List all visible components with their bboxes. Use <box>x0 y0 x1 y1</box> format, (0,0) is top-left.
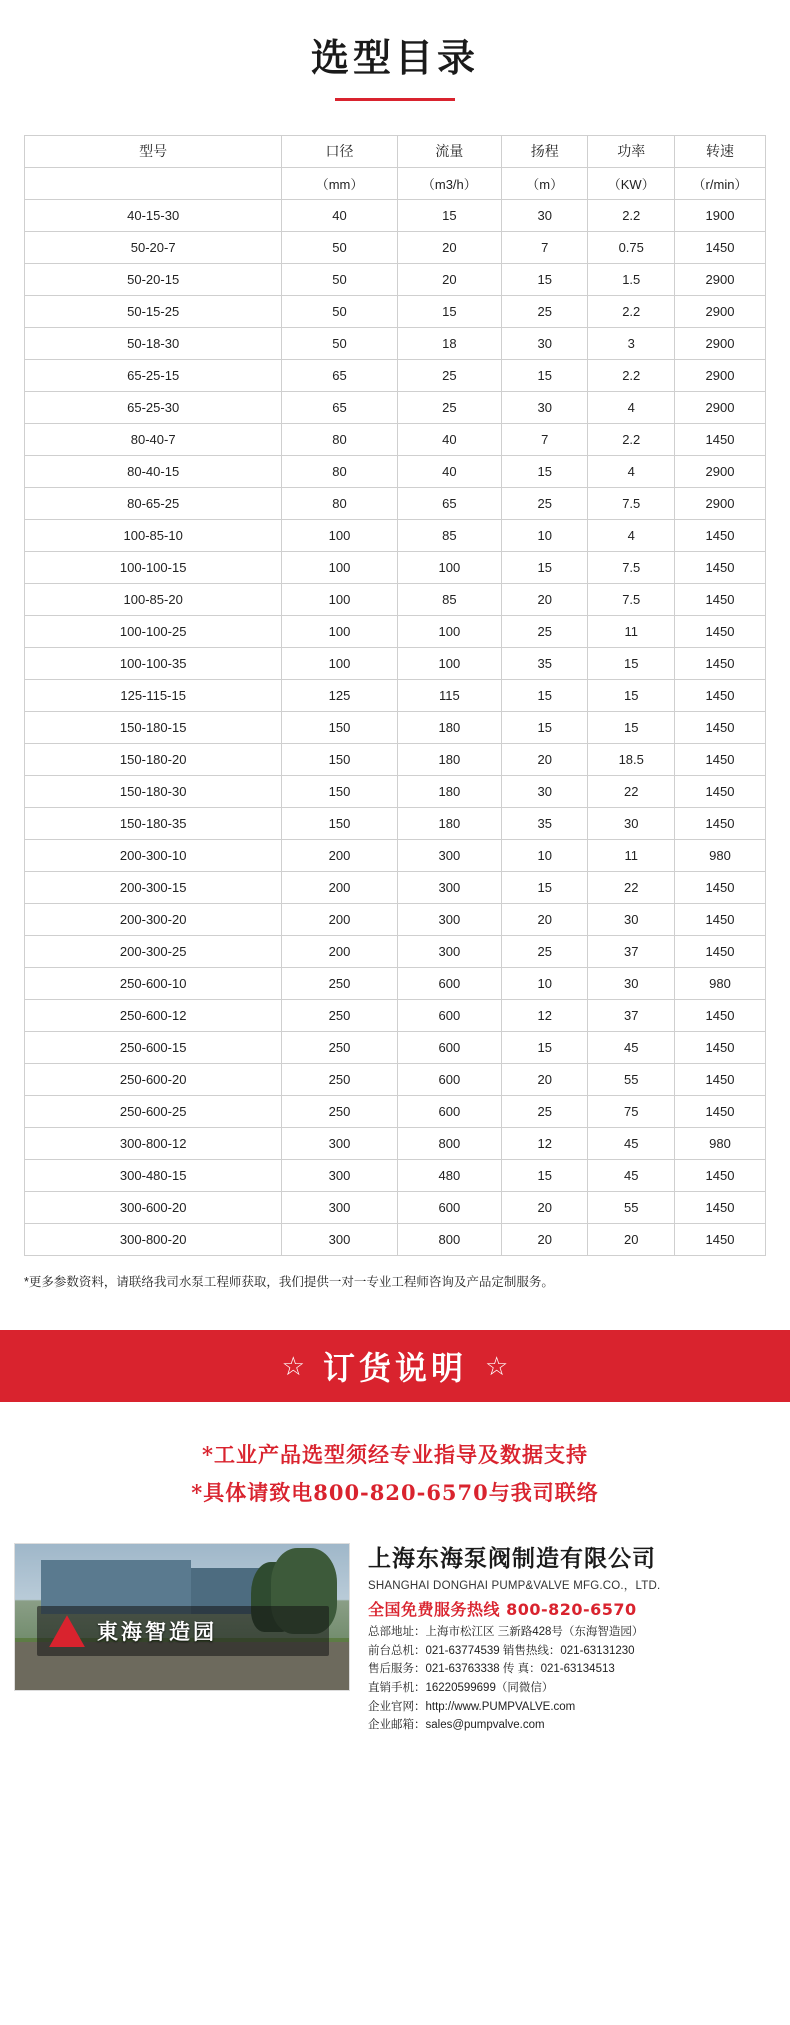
cell-speed: 1450 <box>675 999 766 1031</box>
cell-head: 30 <box>501 391 588 423</box>
cell-head: 10 <box>501 839 588 871</box>
cell-model: 150-180-15 <box>25 711 282 743</box>
cell-power: 4 <box>588 455 675 487</box>
cell-speed: 2900 <box>675 391 766 423</box>
table-row <box>25 583 766 615</box>
table-row <box>25 327 766 359</box>
cell-flow: 65 <box>397 487 501 519</box>
cell-power: 15 <box>588 711 675 743</box>
cell-bore: 50 <box>282 263 397 295</box>
cell-head: 30 <box>501 775 588 807</box>
unit-speed: （r/min） <box>675 167 766 199</box>
col-header-speed: 转速 <box>675 135 766 167</box>
cell-power: 1.5 <box>588 263 675 295</box>
cell-speed: 980 <box>675 967 766 999</box>
cell-power: 4 <box>588 519 675 551</box>
unit-head: （m） <box>501 167 588 199</box>
table-row <box>25 743 766 775</box>
cell-head: 15 <box>501 1159 588 1191</box>
order-note-line-2: *具体请致电800-820-6570与我司联络 <box>191 1480 599 1506</box>
cell-bore: 300 <box>282 1159 397 1191</box>
cell-speed: 1900 <box>675 199 766 231</box>
cell-bore: 100 <box>282 583 397 615</box>
cell-speed: 1450 <box>675 711 766 743</box>
cell-bore: 300 <box>282 1127 397 1159</box>
cell-model: 100-85-10 <box>25 519 282 551</box>
cell-head: 20 <box>501 743 588 775</box>
cell-speed: 1450 <box>675 519 766 551</box>
cell-model: 100-100-15 <box>25 551 282 583</box>
cell-flow: 25 <box>397 391 501 423</box>
cell-model: 250-600-12 <box>25 999 282 1031</box>
cell-bore: 100 <box>282 551 397 583</box>
cell-flow: 180 <box>397 775 501 807</box>
cell-model: 200-300-10 <box>25 839 282 871</box>
cell-flow: 20 <box>397 231 501 263</box>
cell-power: 11 <box>588 615 675 647</box>
cell-head: 15 <box>501 1031 588 1063</box>
cell-speed: 1450 <box>675 743 766 775</box>
cell-speed: 1450 <box>675 679 766 711</box>
cell-flow: 180 <box>397 743 501 775</box>
table-row <box>25 1095 766 1127</box>
title-underline <box>335 98 455 101</box>
cell-speed: 1450 <box>675 903 766 935</box>
cell-head: 15 <box>501 263 588 295</box>
table-unit-row <box>25 167 766 199</box>
cell-speed: 1450 <box>675 935 766 967</box>
cell-flow: 480 <box>397 1159 501 1191</box>
page-title: 选型目录 <box>310 36 479 80</box>
cell-head: 15 <box>501 871 588 903</box>
cell-speed: 1450 <box>675 1095 766 1127</box>
cell-bore: 50 <box>282 327 397 359</box>
table-row <box>25 231 766 263</box>
contact-line: 直销手机：16220599699（同微信） <box>368 1681 554 1694</box>
contact-line: 企业官网：http://www.PUMPVALVE.com <box>368 1700 576 1713</box>
cell-model: 125-115-15 <box>25 679 282 711</box>
company-name-en: SHANGHAI DONGHAI PUMP&VALVE MFG.CO.，LTD. <box>368 1580 661 1593</box>
cell-bore: 150 <box>282 711 397 743</box>
cell-power: 2.2 <box>588 295 675 327</box>
cell-head: 25 <box>501 1095 588 1127</box>
cell-flow: 18 <box>397 327 501 359</box>
contact-line: 售后服务：021-63763338 传 真：021-63134513 <box>368 1663 615 1676</box>
cell-speed: 2900 <box>675 359 766 391</box>
cell-bore: 200 <box>282 839 397 871</box>
cell-flow: 600 <box>397 967 501 999</box>
table-row <box>25 391 766 423</box>
cell-model: 80-40-7 <box>25 423 282 455</box>
cell-bore: 250 <box>282 999 397 1031</box>
cell-speed: 2900 <box>675 455 766 487</box>
cell-model: 250-600-10 <box>25 967 282 999</box>
cell-power: 20 <box>588 1223 675 1255</box>
cell-model: 250-600-15 <box>25 1031 282 1063</box>
cell-model: 50-20-7 <box>25 231 282 263</box>
cell-power: 15 <box>588 679 675 711</box>
cell-power: 37 <box>588 999 675 1031</box>
cell-head: 20 <box>501 903 588 935</box>
cell-flow: 100 <box>397 615 501 647</box>
cell-model: 300-480-15 <box>25 1159 282 1191</box>
star-right-icon: ☆ <box>485 1350 509 1381</box>
cell-head: 20 <box>501 1063 588 1095</box>
cell-model: 65-25-15 <box>25 359 282 391</box>
cell-power: 0.75 <box>588 231 675 263</box>
cell-bore: 150 <box>282 775 397 807</box>
cell-head: 12 <box>501 999 588 1031</box>
table-row <box>25 487 766 519</box>
footer <box>0 1543 790 1732</box>
cell-flow: 85 <box>397 519 501 551</box>
cell-speed: 2900 <box>675 295 766 327</box>
table-row <box>25 615 766 647</box>
table-note: *更多参数资料，请联络我司水泵工程师获取，我们提供一对一专业工程师咨询及产品定制服务。 <box>24 1274 554 1289</box>
cell-bore: 40 <box>282 199 397 231</box>
table-row <box>25 1191 766 1223</box>
table-row <box>25 359 766 391</box>
cell-head: 7 <box>501 231 588 263</box>
cell-head: 15 <box>501 455 588 487</box>
cell-power: 2.2 <box>588 199 675 231</box>
cell-power: 22 <box>588 775 675 807</box>
cell-power: 30 <box>588 807 675 839</box>
cell-bore: 65 <box>282 359 397 391</box>
cell-model: 150-180-20 <box>25 743 282 775</box>
cell-head: 35 <box>501 647 588 679</box>
table-row <box>25 199 766 231</box>
cell-head: 10 <box>501 967 588 999</box>
table-row <box>25 775 766 807</box>
cell-head: 20 <box>501 1223 588 1255</box>
cell-model: 50-15-25 <box>25 295 282 327</box>
cell-flow: 600 <box>397 1063 501 1095</box>
cell-flow: 600 <box>397 1031 501 1063</box>
cell-model: 80-65-25 <box>25 487 282 519</box>
cell-flow: 300 <box>397 903 501 935</box>
cell-speed: 1450 <box>675 1063 766 1095</box>
table-row <box>25 711 766 743</box>
cell-bore: 100 <box>282 647 397 679</box>
table-header-row <box>25 135 766 167</box>
cell-flow: 600 <box>397 999 501 1031</box>
cell-bore: 80 <box>282 487 397 519</box>
cell-speed: 2900 <box>675 327 766 359</box>
cell-speed: 1450 <box>675 1223 766 1255</box>
cell-model: 80-40-15 <box>25 455 282 487</box>
title-block <box>0 0 790 101</box>
cell-flow: 15 <box>397 295 501 327</box>
unit-bore: （mm） <box>282 167 397 199</box>
cell-flow: 115 <box>397 679 501 711</box>
cell-head: 12 <box>501 1127 588 1159</box>
spec-table <box>24 135 766 1256</box>
cell-bore: 50 <box>282 295 397 327</box>
cell-bore: 300 <box>282 1223 397 1255</box>
cell-power: 3 <box>588 327 675 359</box>
order-notes <box>0 1436 790 1514</box>
cell-speed: 1450 <box>675 1191 766 1223</box>
cell-model: 50-20-15 <box>25 263 282 295</box>
cell-bore: 200 <box>282 935 397 967</box>
cell-head: 15 <box>501 359 588 391</box>
cell-flow: 100 <box>397 647 501 679</box>
company-info <box>350 1543 790 1732</box>
star-left-icon: ☆ <box>281 1350 305 1381</box>
cell-flow: 180 <box>397 711 501 743</box>
table-row <box>25 263 766 295</box>
cell-model: 100-100-25 <box>25 615 282 647</box>
cell-flow: 15 <box>397 199 501 231</box>
cell-speed: 1450 <box>675 231 766 263</box>
service-hotline: 全国免费服务热线 800-820-6570 <box>368 1600 637 1620</box>
unit-power: （KW） <box>588 167 675 199</box>
cell-head: 25 <box>501 615 588 647</box>
cell-head: 15 <box>501 551 588 583</box>
order-banner <box>0 1330 790 1402</box>
cell-speed: 1450 <box>675 583 766 615</box>
cell-bore: 80 <box>282 455 397 487</box>
cell-speed: 1450 <box>675 615 766 647</box>
cell-power: 7.5 <box>588 487 675 519</box>
table-row <box>25 903 766 935</box>
table-row <box>25 551 766 583</box>
cell-model: 150-180-30 <box>25 775 282 807</box>
cell-speed: 980 <box>675 1127 766 1159</box>
table-row <box>25 647 766 679</box>
spec-table-body <box>25 199 766 1255</box>
cell-flow: 180 <box>397 807 501 839</box>
order-banner-title: 订货说明 <box>322 1348 467 1387</box>
cell-speed: 1450 <box>675 1159 766 1191</box>
cell-head: 10 <box>501 519 588 551</box>
cell-bore: 250 <box>282 1063 397 1095</box>
cell-model: 200-300-15 <box>25 871 282 903</box>
cell-bore: 150 <box>282 807 397 839</box>
cell-speed: 1450 <box>675 423 766 455</box>
cell-flow: 300 <box>397 935 501 967</box>
cell-bore: 65 <box>282 391 397 423</box>
cell-head: 25 <box>501 487 588 519</box>
table-row <box>25 871 766 903</box>
cell-speed: 1450 <box>675 775 766 807</box>
cell-speed: 1450 <box>675 807 766 839</box>
cell-bore: 100 <box>282 615 397 647</box>
cell-power: 11 <box>588 839 675 871</box>
table-row <box>25 1127 766 1159</box>
cell-speed: 1450 <box>675 647 766 679</box>
cell-flow: 600 <box>397 1095 501 1127</box>
cell-power: 2.2 <box>588 359 675 391</box>
contact-line: 企业邮箱：sales@pumpvalve.com <box>368 1719 545 1732</box>
cell-bore: 200 <box>282 871 397 903</box>
cell-speed: 1450 <box>675 1031 766 1063</box>
cell-model: 100-100-35 <box>25 647 282 679</box>
cell-speed: 1450 <box>675 871 766 903</box>
col-header-flow: 流量 <box>397 135 501 167</box>
cell-speed: 1450 <box>675 551 766 583</box>
cell-power: 7.5 <box>588 551 675 583</box>
cell-flow: 100 <box>397 551 501 583</box>
cell-speed: 980 <box>675 839 766 871</box>
cell-bore: 250 <box>282 967 397 999</box>
cell-bore: 250 <box>282 1095 397 1127</box>
cell-head: 25 <box>501 935 588 967</box>
cell-flow: 20 <box>397 263 501 295</box>
cell-model: 65-25-30 <box>25 391 282 423</box>
unit-model <box>25 167 282 199</box>
cell-power: 15 <box>588 647 675 679</box>
order-banner-inner <box>282 1343 509 1389</box>
cell-head: 30 <box>501 327 588 359</box>
contact-line: 前台总机：021-63774539 销售热线：021-63131230 <box>368 1644 635 1657</box>
col-header-model: 型号 <box>25 135 282 167</box>
cell-flow: 85 <box>397 583 501 615</box>
cell-flow: 300 <box>397 839 501 871</box>
cell-bore: 125 <box>282 679 397 711</box>
cell-power: 45 <box>588 1159 675 1191</box>
table-row <box>25 839 766 871</box>
cell-flow: 40 <box>397 455 501 487</box>
contact-line: 总部地址：上海市松江区 三新路428号（东海智造园） <box>368 1626 644 1639</box>
cell-model: 300-800-20 <box>25 1223 282 1255</box>
cell-flow: 40 <box>397 423 501 455</box>
cell-speed: 2900 <box>675 263 766 295</box>
cell-flow: 25 <box>397 359 501 391</box>
cell-model: 200-300-20 <box>25 903 282 935</box>
cell-power: 22 <box>588 871 675 903</box>
cell-model: 300-800-12 <box>25 1127 282 1159</box>
factory-photo <box>14 1543 350 1691</box>
unit-flow: （m3/h） <box>397 167 501 199</box>
cell-model: 250-600-25 <box>25 1095 282 1127</box>
cell-flow: 800 <box>397 1127 501 1159</box>
cell-power: 55 <box>588 1191 675 1223</box>
cell-model: 150-180-35 <box>25 807 282 839</box>
cell-speed: 2900 <box>675 487 766 519</box>
table-row <box>25 423 766 455</box>
cell-power: 30 <box>588 903 675 935</box>
cell-model: 100-85-20 <box>25 583 282 615</box>
cell-model: 200-300-25 <box>25 935 282 967</box>
table-row <box>25 967 766 999</box>
col-header-head: 扬程 <box>501 135 588 167</box>
cell-head: 30 <box>501 199 588 231</box>
table-row <box>25 455 766 487</box>
cell-head: 25 <box>501 295 588 327</box>
table-row <box>25 1159 766 1191</box>
cell-power: 45 <box>588 1127 675 1159</box>
cell-model: 50-18-30 <box>25 327 282 359</box>
table-row <box>25 1063 766 1095</box>
cell-bore: 150 <box>282 743 397 775</box>
photo-sign-text: 東海智造园 <box>97 1620 217 1645</box>
table-row <box>25 1031 766 1063</box>
col-header-bore: 口径 <box>282 135 397 167</box>
cell-power: 30 <box>588 967 675 999</box>
photo-sign <box>37 1606 329 1656</box>
cell-bore: 250 <box>282 1031 397 1063</box>
table-row <box>25 519 766 551</box>
order-note-line-1: *工业产品选型须经专业指导及数据支持 <box>202 1441 588 1467</box>
cell-power: 18.5 <box>588 743 675 775</box>
cell-head: 15 <box>501 711 588 743</box>
table-row <box>25 999 766 1031</box>
cell-flow: 600 <box>397 1191 501 1223</box>
cell-bore: 300 <box>282 1191 397 1223</box>
cell-head: 35 <box>501 807 588 839</box>
table-row <box>25 807 766 839</box>
cell-power: 75 <box>588 1095 675 1127</box>
triangle-logo-icon <box>49 1615 85 1647</box>
cell-power: 2.2 <box>588 423 675 455</box>
table-row <box>25 679 766 711</box>
cell-head: 7 <box>501 423 588 455</box>
cell-power: 45 <box>588 1031 675 1063</box>
cell-power: 55 <box>588 1063 675 1095</box>
cell-flow: 300 <box>397 871 501 903</box>
cell-model: 300-600-20 <box>25 1191 282 1223</box>
table-row <box>25 295 766 327</box>
cell-flow: 800 <box>397 1223 501 1255</box>
cell-head: 20 <box>501 1191 588 1223</box>
contact-list <box>368 1623 790 1735</box>
company-name-cn: 上海东海泵阀制造有限公司 <box>368 1546 656 1573</box>
cell-bore: 200 <box>282 903 397 935</box>
cell-model: 250-600-20 <box>25 1063 282 1095</box>
cell-head: 15 <box>501 679 588 711</box>
cell-bore: 50 <box>282 231 397 263</box>
cell-power: 37 <box>588 935 675 967</box>
spec-table-wrap <box>24 135 766 1256</box>
cell-power: 4 <box>588 391 675 423</box>
cell-bore: 100 <box>282 519 397 551</box>
cell-power: 7.5 <box>588 583 675 615</box>
cell-model: 40-15-30 <box>25 199 282 231</box>
table-row <box>25 935 766 967</box>
cell-bore: 80 <box>282 423 397 455</box>
cell-head: 20 <box>501 583 588 615</box>
table-row <box>25 1223 766 1255</box>
col-header-power: 功率 <box>588 135 675 167</box>
